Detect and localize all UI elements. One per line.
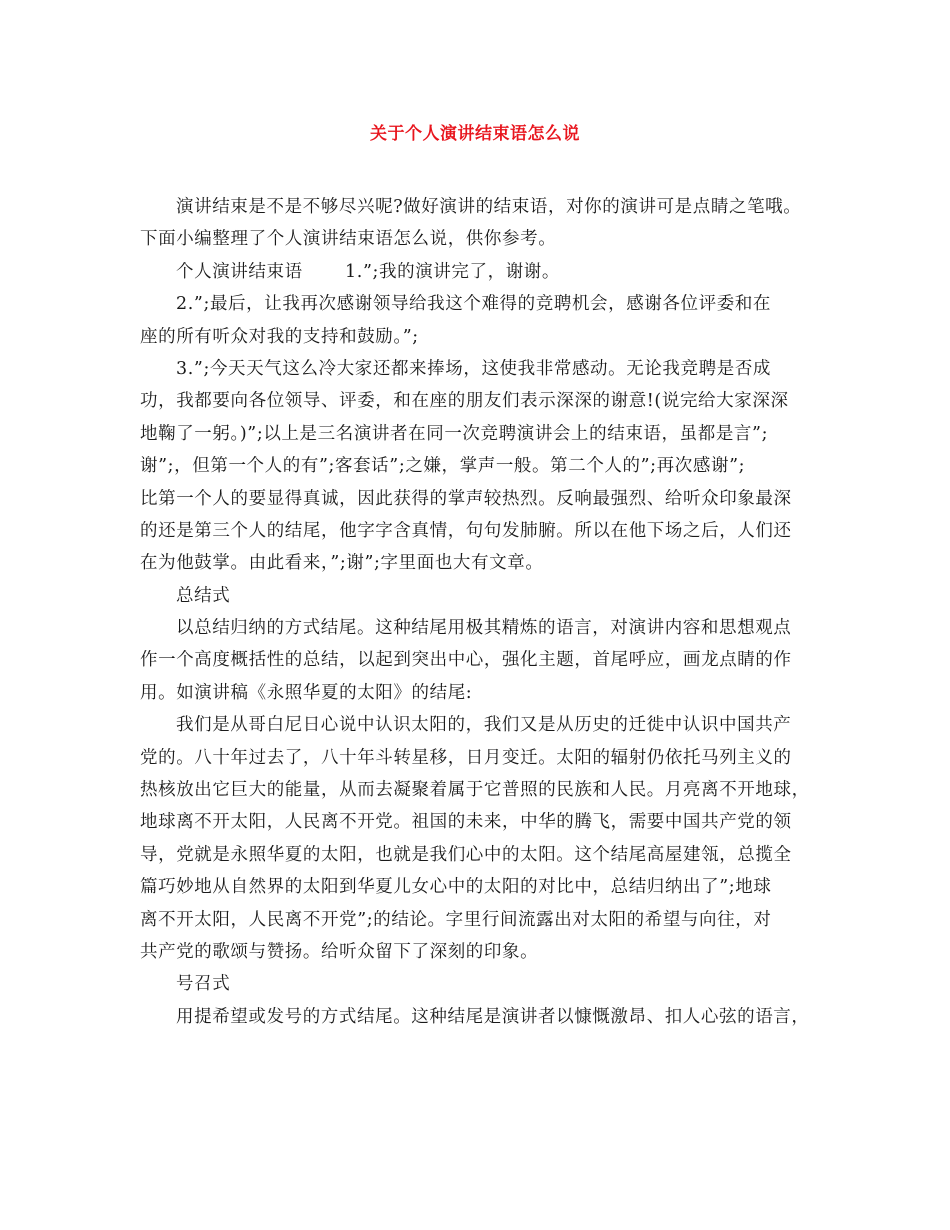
paragraph-line: 座的所有听众对我的支持和鼓励。”; [140, 326, 419, 347]
document-title: 关于个人演讲结束语怎么说 [370, 124, 580, 144]
paragraph-line: 共产党的歌颂与赞扬。给听众留下了深刻的印象。 [140, 941, 539, 962]
paragraph-line: 下面小编整理了个人演讲结束语怎么说，供你参考。 [140, 229, 557, 250]
paragraph-line: 的还是第三个人的结尾，他字字含真情，句句发肺腑。所以在他下场之后，人们还 [140, 520, 792, 541]
paragraph-line: 演讲结束是不是不够尽兴呢?做好演讲的结束语，对你的演讲可是点睛之笔哦。 [176, 197, 802, 217]
paragraph-line: 我们是从哥白尼日心说中认识太阳的，我们又是从历史的迁徙中认识中国共产 [176, 715, 792, 736]
paragraph-line: 个人演讲结束语 1.”;我的演讲完了，谢谢。 [176, 261, 561, 282]
section-heading: 总结式 [176, 585, 231, 606]
paragraph-line: 3.”;今天天气这么冷大家还都来捧场，这使我非常感动。无论我竞聘是否成 [176, 358, 772, 379]
paragraph-line: 作一个高度概括性的总结，以起到突出中心，强化主题，首尾呼应，画龙点睛的作 [140, 650, 792, 671]
paragraph-line: 用提希望或发号的方式结尾。这种结尾是演讲者以慷慨激昂、扣人心弦的语言， [176, 1006, 810, 1027]
paragraph-line: 篇巧妙地从自然界的太阳到华夏儿女心中的太阳的对比中，总结归纳出了”;地球 [140, 877, 772, 898]
document-body [140, 191, 840, 1033]
paragraph-line: 比第一个人的要显得真诚，因此获得的掌声较热烈。反响最强烈、给听众印象最深 [140, 488, 792, 509]
paragraph-line: 在为他鼓掌。由此看来，”;谢”;字里面也大有文章。 [140, 553, 544, 574]
paragraph-line: 热核放出它巨大的能量，从而去凝聚着属于它普照的民族和人民。月亮离不开地球， [140, 780, 810, 801]
paragraph-line: 2.”;最后，让我再次感谢领导给我这个难得的竞聘机会，感谢各位评委和在 [176, 294, 772, 315]
paragraph-line: 以总结归纳的方式结尾。这种结尾用极其精炼的语言，对演讲内容和思想观点 [176, 618, 792, 639]
paragraph-line: 功，我都要向各位领导、评委，和在座的朋友们表示深深的谢意!(说完给大家深深 [140, 391, 789, 412]
paragraph-line: 地鞠了一躬。)”;以上是三名演讲者在同一次竞聘演讲会上的结束语，虽都是言”; [140, 423, 769, 444]
paragraph-line: 离不开太阳，人民离不开党”;的结论。字里行间流露出对太阳的希望与向往，对 [140, 909, 772, 930]
paragraph-line: 党的。八十年过去了，八十年斗转星移，日月变迁。太阳的辐射仍依托马列主义的 [140, 747, 792, 768]
paragraph-line: 导，党就是永照华夏的太阳，也就是我们心中的太阳。这个结尾高屋建瓴，总揽全 [140, 844, 792, 865]
paragraph-line: 地球离不开太阳，人民离不开党。祖国的未来，中华的腾飞，需要中国共产党的领 [140, 812, 792, 833]
section-heading: 号召式 [176, 974, 231, 995]
paragraph-line: 用。如演讲稿《永照华夏的太阳》的结尾: [140, 682, 473, 703]
paragraph-line: 谢”;，但第一个人的有”;客套话”;之嫌，掌声一般。第二个人的”;再次感谢”; [140, 456, 746, 477]
